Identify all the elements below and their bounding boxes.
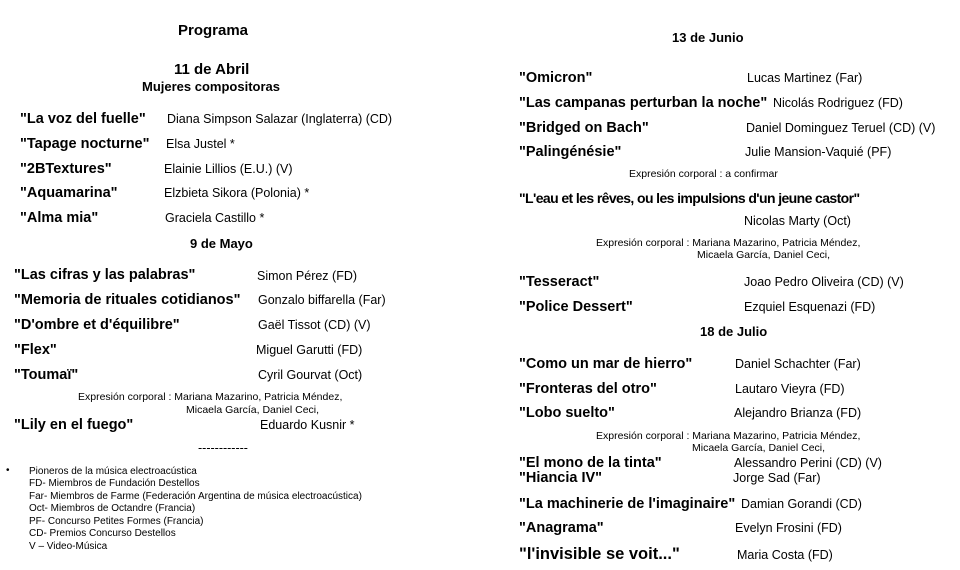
junio-item-2-title: "Las campanas perturban la noche" — [519, 95, 768, 111]
mayo-item-1-title: "Las cifras y las palabras" — [14, 267, 196, 283]
junio-item-2-composer: Nicolás Rodriguez (FD) — [773, 96, 903, 110]
julio-item-5-title: "Hiancia IV" — [519, 470, 603, 486]
junio-date: 13 de Junio — [672, 30, 744, 45]
junio-item-3-title: "Bridged on Bach" — [519, 120, 649, 136]
abril-item-3-title: "2BTextures" — [20, 161, 112, 177]
abril-item-1-composer: Diana Simpson Salazar (Inglaterra) (CD) — [167, 112, 393, 126]
mayo-date: 9 de Mayo — [190, 236, 253, 251]
abril-item-4-title: "Aquamarina" — [20, 185, 118, 201]
julio-date: 18 de Julio — [700, 324, 768, 339]
julio-expresion-line1: Expresión corporal : Mariana Mazarino, Patricia Méndez, — [596, 430, 861, 442]
junio-item-4-title: "Palingénésie" — [519, 144, 622, 160]
junio-item-4-composer: Julie Mansion-Vaquié (PF) — [745, 145, 892, 159]
junio-expresion-line2: Micaela García, Daniel Ceci, — [697, 249, 831, 261]
junio-item-5-title: "Tesseract" — [519, 274, 600, 290]
mayo-last-composer: Eduardo Kusnir * — [260, 418, 355, 432]
julio-item-8-composer: Maria Costa (FD) — [737, 548, 833, 562]
julio-item-1-composer: Daniel Schachter (Far) — [735, 357, 861, 371]
legend-line-4: Oct- Miembros de Octandre (Francia) — [29, 503, 196, 514]
junio-item-6-title: "Police Dessert" — [519, 299, 633, 315]
legend-line-1: Pioneros de la música electroacústica — [29, 466, 197, 477]
julio-item-7-title: "Anagrama" — [519, 520, 604, 536]
abril-item-1-title: "La voz del fuelle" — [20, 111, 146, 127]
julio-item-2-title: "Fronteras del otro" — [519, 381, 657, 397]
mayo-expresion-line1: Expresión corporal : Mariana Mazarino, Patricia Méndez, — [78, 391, 343, 403]
julio-item-5-composer: Jorge Sad (Far) — [733, 471, 821, 485]
mayo-item-5-composer: Cyril Gourvat (Oct) — [258, 368, 363, 382]
abril-item-4-composer: Elzbieta Sikora (Polonia) * — [164, 186, 310, 200]
abril-item-2-title: "Tapage nocturne" — [20, 136, 150, 152]
abril-item-2-composer: Elsa Justel * — [166, 137, 235, 151]
junio-expresion-line1: Expresión corporal : Mariana Mazarino, Patricia Méndez, — [596, 237, 861, 249]
junio-expresion-confirm: Expresión corporal : a confirmar — [629, 168, 778, 180]
julio-expresion-line2: Micaela García, Daniel Ceci, — [692, 442, 826, 454]
legend-line-7: V – Video-Música — [29, 541, 108, 552]
abril-date: 11 de Abril — [174, 61, 250, 78]
julio-item-4-composer: Alessandro Perini (CD) (V) — [734, 456, 882, 470]
junio-item-6-composer: Ezquiel Esquenazi (FD) — [744, 300, 876, 314]
mayo-item-2-composer: Gonzalo biffarella (Far) — [258, 293, 386, 307]
separator: ------------ — [198, 441, 248, 455]
abril-theme: Mujeres compositoras — [142, 79, 280, 94]
julio-item-6-title: "La machinerie de l'imaginaire" — [519, 496, 736, 512]
legend-line-3: Far- Miembros de Farme (Federación Argentina de música electroacústica) — [29, 491, 362, 502]
mayo-item-3-title: "D'ombre et d'équilibre" — [14, 317, 180, 333]
abril-item-3-composer: Elainie Lillios (E.U.) (V) — [164, 162, 293, 176]
mayo-expresion-line2: Micaela García, Daniel Ceci, — [186, 404, 320, 416]
junio-item-3-composer: Daniel Dominguez Teruel (CD) (V) — [746, 121, 936, 135]
mayo-item-4-title: "Flex" — [14, 342, 57, 358]
julio-item-3-title: "Lobo suelto" — [519, 405, 615, 421]
programa-heading: Programa — [178, 22, 249, 39]
julio-item-7-composer: Evelyn Frosini (FD) — [735, 521, 842, 535]
mayo-last-title: "Lily en el fuego" — [14, 417, 134, 433]
legend-bullet: • — [6, 465, 10, 476]
mayo-item-1-composer: Simon Pérez (FD) — [257, 269, 358, 283]
abril-item-5-composer: Graciela Castillo * — [165, 211, 265, 225]
mayo-item-5-title: "Toumaï" — [14, 367, 79, 383]
junio-item-5-composer: Joao Pedro Oliveira (CD) (V) — [744, 275, 904, 289]
legend-line-2: FD- Miembros de Fundación Destellos — [29, 478, 200, 489]
mayo-item-2-title: "Memoria de rituales cotidianos" — [14, 292, 241, 308]
mayo-item-4-composer: Miguel Garutti (FD) — [256, 343, 363, 357]
legend-line-5: PF- Concurso Petites Formes (Francia) — [29, 516, 204, 527]
junio-castor-composer: Nicolas Marty (Oct) — [744, 214, 851, 228]
legend-line-6: CD- Premios Concurso Destellos — [29, 528, 176, 539]
junio-item-1-title: "Omicron" — [519, 70, 593, 86]
julio-item-2-composer: Lautaro Vieyra (FD) — [735, 382, 845, 396]
julio-item-1-title: "Como un mar de hierro" — [519, 356, 693, 372]
julio-item-3-composer: Alejandro Brianza (FD) — [734, 406, 862, 420]
mayo-item-3-composer: Gaël Tissot (CD) (V) — [258, 318, 371, 332]
julio-item-4-title: "El mono de la tinta" — [519, 455, 662, 471]
junio-item-1-composer: Lucas Martinez (Far) — [747, 71, 863, 85]
julio-item-6-composer: Damian Gorandi (CD) — [741, 497, 862, 511]
abril-item-5-title: "Alma mia" — [20, 210, 99, 226]
junio-castor-title: "L'eau et les rêves, ou les impulsions d'un jeune castor" — [519, 190, 860, 206]
julio-item-8-title: "l'invisible se voit..." — [519, 545, 680, 563]
